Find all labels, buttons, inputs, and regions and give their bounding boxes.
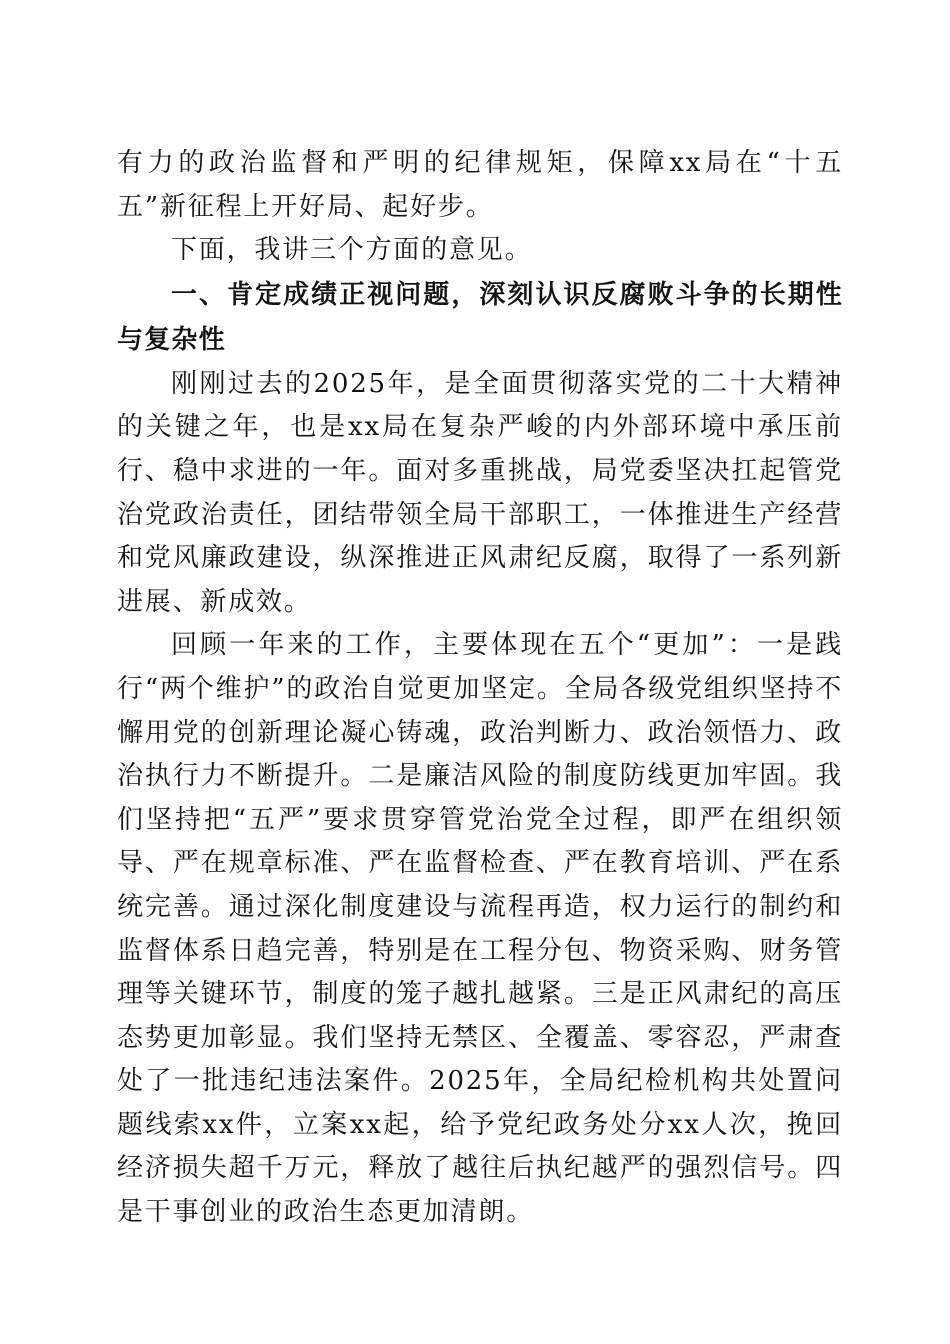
paragraph-five-more: 回顾一年来的工作，主要体现在五个“更加”：一是践行“两个维护”的政治自觉更加坚定。全局各级党组织坚持不懈用党的创新理论凝心铸魂，政治判断力、政治领悟力、政治执行力不断提升。二是廉洁风险的制度防线更加牢固。我们坚持把“五严”要求贯穿管党治党全过程，即严在组织领导、严在规章标准、严在监督检查、严在教育培训、严在系统完善。通过深化制度建设与流程再造，权力运行的制约和监督体系日趋完善，特别是在工程分包、物资采购、财务管理等关键环节，制度的笼子越扎越紧。三是正风肃纪的高压态势更加彰显。我们坚持无禁区、全覆盖、零容忍，严肃查处了一批违纪违法案件。2025年，全局纪检机构共处置问题线索xx件，立案xx起，给予党纪政务处分xx人次，挽回经济损失超千万元，释放了越往后执纪越严的强烈信号。四是干事创业的政治生态更加清朗。 xyxy=(117,630,843,1228)
paragraph-intro: 下面，我讲三个方面的意见。 xyxy=(171,235,533,266)
paragraph-continuation: 有力的政治监督和严明的纪律规矩，保障xx局在“十五五”新征程上开好局、起好步。 xyxy=(117,148,843,222)
paragraph-review-2025: 刚刚过去的2025年，是全面贯彻落实党的二十大精神的关键之年，也是xx局在复杂严峻的内外部环境中承压前行、稳中求进的一年。面对多重挑战，局党委坚决扛起管党治党政治责任，团结带领全局干部职工，一体推进生产经营和党风廉政建设，纵深推进正风肃纪反腐，取得了一系列新进展、新成效。 xyxy=(117,368,843,617)
section-heading-1: 一、肯定成绩正视问题，深刻认识反腐败斗争的长期性与复杂性 xyxy=(117,279,843,355)
document-body xyxy=(117,142,843,1235)
